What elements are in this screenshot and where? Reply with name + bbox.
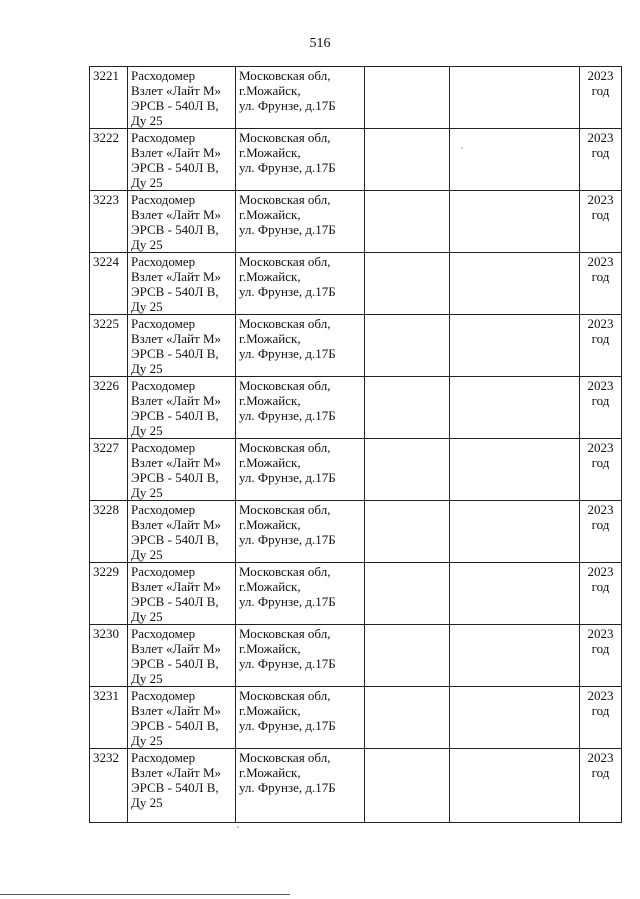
table-row (90, 749, 622, 823)
item-name-line: Расходомер (131, 378, 196, 393)
address-cell (236, 563, 365, 625)
address-line: ул. Фрунзе, д.17Б (239, 470, 336, 485)
table-row (90, 129, 622, 191)
item-name-line: Расходомер (131, 688, 196, 703)
year-line: 2023 (587, 192, 614, 207)
item-name-line: Расходомер (131, 192, 196, 207)
year-cell (580, 315, 622, 377)
address-cell (236, 501, 365, 563)
scan-speck (461, 147, 463, 149)
item-name-line: ЭРСВ - 540Л В, (131, 346, 219, 361)
item-name-line: ЭРСВ - 540Л В, (131, 98, 219, 113)
table-row (90, 625, 622, 687)
address-line: Московская обл, (239, 564, 331, 579)
item-name-line: Расходомер (131, 750, 196, 765)
year-line: 2023 (587, 750, 614, 765)
address-line: г.Можайск, (239, 269, 301, 284)
empty-cell (365, 439, 450, 501)
address-line: Московская обл, (239, 68, 331, 83)
item-name-line: ЭРСВ - 540Л В, (131, 284, 219, 299)
empty-cell (450, 501, 580, 563)
item-name-line: Расходомер (131, 626, 196, 641)
empty-cell (450, 439, 580, 501)
year-cell (580, 563, 622, 625)
address-cell (236, 749, 365, 823)
empty-cell (450, 129, 580, 191)
item-name-line: ЭРСВ - 540Л В, (131, 408, 219, 423)
item-name-cell (128, 129, 236, 191)
address-line: ул. Фрунзе, д.17Б (239, 346, 336, 361)
item-name-line: Взлет «Лайт М» (131, 579, 222, 594)
row-number-cell: 3229 (90, 563, 128, 625)
row-number-cell: 3232 (90, 749, 128, 823)
address-cell (236, 253, 365, 315)
address-line: г.Можайск, (239, 207, 301, 222)
year-line: год (591, 83, 610, 98)
address-line: Московская обл, (239, 378, 331, 393)
address-line: г.Можайск, (239, 83, 301, 98)
item-name-cell (128, 377, 236, 439)
address-cell (236, 687, 365, 749)
year-cell (580, 67, 622, 129)
year-line: год (591, 145, 610, 160)
address-line: Московская обл, (239, 316, 331, 331)
item-name-cell (128, 749, 236, 823)
empty-cell (365, 315, 450, 377)
empty-cell (365, 625, 450, 687)
item-name-line: Взлет «Лайт М» (131, 331, 222, 346)
year-line: год (591, 269, 610, 284)
year-line: год (591, 393, 610, 408)
item-name-cell (128, 253, 236, 315)
address-line: Московская обл, (239, 626, 331, 641)
address-cell (236, 377, 365, 439)
item-name-cell (128, 191, 236, 253)
item-name-line: Взлет «Лайт М» (131, 517, 222, 532)
table-row (90, 377, 622, 439)
empty-cell (365, 129, 450, 191)
address-line: ул. Фрунзе, д.17Б (239, 532, 336, 547)
item-name-line: ЭРСВ - 540Л В, (131, 470, 219, 485)
empty-cell (450, 687, 580, 749)
empty-cell (365, 687, 450, 749)
address-cell (236, 315, 365, 377)
address-line: г.Можайск, (239, 145, 301, 160)
table-row (90, 563, 622, 625)
item-name-line: Расходомер (131, 502, 196, 517)
empty-cell (450, 67, 580, 129)
item-name-line: Взлет «Лайт М» (131, 269, 222, 284)
item-name-cell (128, 563, 236, 625)
year-cell (580, 191, 622, 253)
year-line: 2023 (587, 316, 614, 331)
row-number-cell: 3224 (90, 253, 128, 315)
scan-speck (237, 826, 239, 828)
year-line: 2023 (587, 440, 614, 455)
table-row (90, 501, 622, 563)
empty-cell (450, 253, 580, 315)
address-cell (236, 67, 365, 129)
address-line: ул. Фрунзе, д.17Б (239, 780, 336, 795)
address-line: г.Можайск, (239, 455, 301, 470)
empty-cell (450, 563, 580, 625)
item-name-line: Ду 25 (131, 361, 163, 376)
address-line: ул. Фрунзе, д.17Б (239, 160, 336, 175)
item-name-line: Расходомер (131, 440, 196, 455)
row-number-cell: 3227 (90, 439, 128, 501)
year-line: год (591, 579, 610, 594)
item-name-line: Расходомер (131, 68, 196, 83)
address-line: ул. Фрунзе, д.17Б (239, 222, 336, 237)
address-line: г.Можайск, (239, 765, 301, 780)
item-name-line: Ду 25 (131, 175, 163, 190)
year-line: год (591, 517, 610, 532)
address-cell (236, 439, 365, 501)
year-line: 2023 (587, 254, 614, 269)
year-line: 2023 (587, 626, 614, 641)
year-cell (580, 253, 622, 315)
empty-cell (365, 563, 450, 625)
page-bottom-rule (0, 894, 290, 895)
year-cell (580, 749, 622, 823)
row-number-cell: 3223 (90, 191, 128, 253)
address-cell (236, 129, 365, 191)
row-number-cell: 3226 (90, 377, 128, 439)
address-line: ул. Фрунзе, д.17Б (239, 718, 336, 733)
empty-cell (365, 253, 450, 315)
item-name-line: Расходомер (131, 564, 196, 579)
item-name-line: Взлет «Лайт М» (131, 455, 222, 470)
empty-cell (450, 191, 580, 253)
address-cell (236, 191, 365, 253)
address-cell (236, 625, 365, 687)
item-name-cell (128, 625, 236, 687)
address-line: ул. Фрунзе, д.17Б (239, 656, 336, 671)
row-number-cell: 3221 (90, 67, 128, 129)
year-cell (580, 625, 622, 687)
address-line: г.Можайск, (239, 641, 301, 656)
year-line: 2023 (587, 130, 614, 145)
address-line: г.Можайск, (239, 331, 301, 346)
address-line: ул. Фрунзе, д.17Б (239, 284, 336, 299)
item-name-cell (128, 67, 236, 129)
year-line: 2023 (587, 68, 614, 83)
year-cell (580, 377, 622, 439)
address-line: г.Можайск, (239, 393, 301, 408)
year-line: 2023 (587, 502, 614, 517)
item-name-line: Взлет «Лайт М» (131, 703, 222, 718)
empty-cell (365, 191, 450, 253)
item-name-line: Взлет «Лайт М» (131, 765, 222, 780)
item-name-line: Ду 25 (131, 113, 163, 128)
registry-table-body (90, 67, 622, 823)
item-name-line: ЭРСВ - 540Л В, (131, 780, 219, 795)
year-line: год (591, 641, 610, 656)
item-name-cell (128, 687, 236, 749)
item-name-line: Взлет «Лайт М» (131, 145, 222, 160)
item-name-line: Взлет «Лайт М» (131, 641, 222, 656)
item-name-line: ЭРСВ - 540Л В, (131, 656, 219, 671)
item-name-line: ЭРСВ - 540Л В, (131, 594, 219, 609)
item-name-line: Взлет «Лайт М» (131, 83, 222, 98)
empty-cell (365, 67, 450, 129)
empty-cell (450, 749, 580, 823)
registry-table (89, 66, 622, 823)
item-name-line: Ду 25 (131, 733, 163, 748)
address-line: г.Можайск, (239, 703, 301, 718)
empty-cell (365, 377, 450, 439)
address-line: Московская обл, (239, 254, 331, 269)
year-line: год (591, 703, 610, 718)
year-line: год (591, 765, 610, 780)
address-line: Московская обл, (239, 130, 331, 145)
address-line: ул. Фрунзе, д.17Б (239, 594, 336, 609)
item-name-line: Ду 25 (131, 671, 163, 686)
year-line: 2023 (587, 378, 614, 393)
year-cell (580, 501, 622, 563)
address-line: Московская обл, (239, 750, 331, 765)
item-name-line: Ду 25 (131, 609, 163, 624)
year-cell (580, 129, 622, 191)
empty-cell (450, 377, 580, 439)
row-number-cell: 3231 (90, 687, 128, 749)
year-line: 2023 (587, 688, 614, 703)
empty-cell (450, 625, 580, 687)
item-name-cell (128, 439, 236, 501)
address-line: ул. Фрунзе, д.17Б (239, 408, 336, 423)
item-name-line: Ду 25 (131, 237, 163, 252)
year-line: год (591, 455, 610, 470)
item-name-line: Ду 25 (131, 299, 163, 314)
table-row (90, 687, 622, 749)
item-name-line: Расходомер (131, 254, 196, 269)
row-number-cell: 3230 (90, 625, 128, 687)
page-number: 516 (309, 36, 331, 51)
table-row (90, 439, 622, 501)
year-line: год (591, 331, 610, 346)
table-row (90, 253, 622, 315)
item-name-line: Ду 25 (131, 547, 163, 562)
empty-cell (450, 315, 580, 377)
address-line: Московская обл, (239, 192, 331, 207)
item-name-line: Расходомер (131, 316, 196, 331)
year-line: год (591, 207, 610, 222)
item-name-line: Взлет «Лайт М» (131, 393, 222, 408)
empty-cell (365, 501, 450, 563)
address-line: Московская обл, (239, 440, 331, 455)
item-name-cell (128, 501, 236, 563)
year-cell (580, 439, 622, 501)
empty-cell (365, 749, 450, 823)
row-number-cell: 3225 (90, 315, 128, 377)
item-name-line: Ду 25 (131, 423, 163, 438)
row-number-cell: 3228 (90, 501, 128, 563)
address-line: Московская обл, (239, 688, 331, 703)
address-line: Московская обл, (239, 502, 331, 517)
item-name-line: Ду 25 (131, 485, 163, 500)
item-name-line: Расходомер (131, 130, 196, 145)
year-line: 2023 (587, 564, 614, 579)
address-line: г.Можайск, (239, 517, 301, 532)
table-row (90, 191, 622, 253)
item-name-line: ЭРСВ - 540Л В, (131, 222, 219, 237)
item-name-line: ЭРСВ - 540Л В, (131, 160, 219, 175)
item-name-line: Взлет «Лайт М» (131, 207, 222, 222)
table-row (90, 67, 622, 129)
item-name-cell (128, 315, 236, 377)
address-line: ул. Фрунзе, д.17Б (239, 98, 336, 113)
item-name-line: ЭРСВ - 540Л В, (131, 718, 219, 733)
year-cell (580, 687, 622, 749)
item-name-line: ЭРСВ - 540Л В, (131, 532, 219, 547)
table-row (90, 315, 622, 377)
item-name-line: Ду 25 (131, 795, 163, 810)
address-line: г.Можайск, (239, 579, 301, 594)
row-number-cell: 3222 (90, 129, 128, 191)
